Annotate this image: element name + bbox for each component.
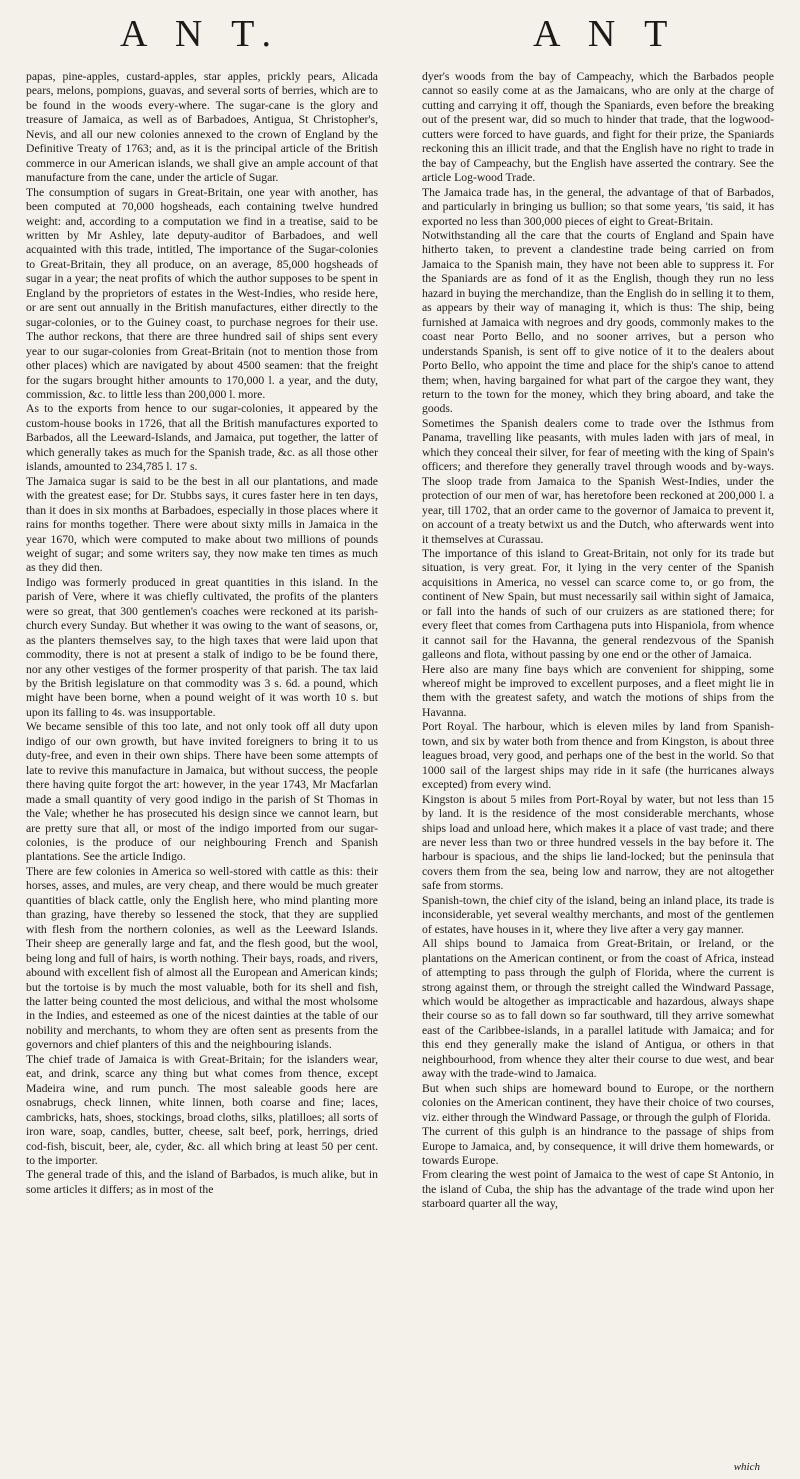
paragraph: The Jamaica sugar is said to be the best in all our plantations, and made with the greatest ease; for Dr. Stubbs says, it cures faster here in ten days, than it does in six months at Barbadoes, especially in those places where it rains for months together. There were about sixty mills in Jamaica in the year 1670, which were computed to make about two millions of pounds weight of sugar; and some writers say, they now make ten times as much as they did then. [26, 474, 378, 575]
paragraph: The importance of this island to Great-Britain, not only for its trade but situation, is very great. For, it lying in the very center of the Spanish acquisitions in America, no vessel can scarce come to, or go from, the continent of New Spain, but must necessarily sail within sight of Jamaica, or fall into the hands of such of our cruizers as are stationed there; for every fleet that comes from Carthagena puts into Hispaniola, from whence it cannot sail for the Havanna, the general rendezvous of the Spanish galleons and flota, without passing by one end or the other of Jamaica. [422, 546, 774, 662]
paragraph: But when such ships are homeward bound to Europe, or the northern colonies on the American continent, they have their choice of two courses, viz. either through the Windward Passage, or through the gulph of Florida. [422, 1081, 774, 1124]
right-column [422, 70, 774, 1212]
paragraph: All ships bound to Jamaica from Great-Britain, or Ireland, or the plantations on the American continent, or from the coast of Africa, instead of attempting to pass through the gulph of Florida, where the current is strong against them, or through the streight called the Windward Passage, which would be altogether as impracticable and hazardous, always shape their course so as to fall down so far southward, till they arrive somewhat east of the Caribbee-islands, in a parallel latitude with Jamaica; and for this end they generally make the island of Antigua, or others in that neighbourhood, from whence they alter their course to due west, and bear away with the trade-wind to Jamaica. [422, 937, 774, 1081]
paragraph: We became sensible of this too late, and not only took off all duty upon indigo of our own growth, but have invited foreigners to bring it to us duty-free, and even in their own ships. There have been some attempts of late to revive this manufacture in Jamaica, but without success, the people there having quite forgot the art: however, in the year 1743, Mr Macfarlan made a small quantity of very good indigo in the parish of St Thomas in the Vale; whether he has prosecuted his design since we cannot learn, but are pretty sure that all, or most of the indigo imported from our sugar-colonies, is the produce of our neighbouring French and Spanish plantations. See the article Indigo. [26, 720, 378, 864]
paragraph: The general trade of this, and the island of Barbados, is much alike, but in some articles it differs; as in most of the [26, 1168, 378, 1196]
catchword: which [733, 1461, 760, 1473]
paragraph: From clearing the west point of Jamaica to the west of cape St Antonio, in the island of Cuba, the ship has the advantage of the trade wind upon her starboard quarter all the way, [422, 1168, 774, 1211]
paragraph: The Jamaica trade has, in the general, the advantage of that of Barbados, and particularly in bringing us bullion; so that some years, 'tis said, it has exported no less than 300,000 pieces of eight to Great-Britain. [422, 185, 774, 228]
paragraph: Indigo was formerly produced in great quantities in this island. In the parish of Vere, where it was chiefly cultivated, the profits of the planters were so great, that 300 gentlemen's coaches were reckoned at its parish-church every Sunday. But whether it was owing to the want of seasons, or, as the planters themselves say, to the high taxes that were laid upon that commodity, there is not at present a stalk of indigo to be be found there, nor any other vestiges of the former prosperity of that parish. The tax laid by the British legislature on that commodity was 3 s. 6d. a pound, which might have been borne, when a pound weight of it was worth 10 s. but upon its falling to 4s. was insupportable. [26, 575, 378, 719]
paragraph: Port Royal. The harbour, which is eleven miles by land from Spanish-town, and six by water both from thence and from Kingston, is about three leagues broad, very good, and perhaps one of the best in the world. So that 1000 sail of the largest ships may ride in it safe (the hurricanes always excepted) from every wind. [422, 720, 774, 792]
paragraph: Here also are many fine bays which are convenient for shipping, some whereof might be improved to excellent purposes, and a fleet might lie in them with the greatest safety, and watch the motions of ships from the Havanna. [422, 662, 774, 719]
paragraph: There are few colonies in America so well-stored with cattle as this: their horses, asses, and mules, are very cheap, and there would be much greater quantities of black cattle, only the English here, who mind planting more than grazing, have thereby so lessened the stock, that they are supplied with flesh from the northern colonies, as well as the Leeward Islands. Their sheep are generally large and fat, and the flesh good, but the wool, being long and full of hairs, is worth nothing. Their bays, roads, and rivers, abound with excellent fish of almost all the European and American kinds; but the tortoise is by much the most valuable, both for its shell and fish, the latter being counted the most delicious, and withal the most wholsome in the Indies, and esteemed as one of the nicest dainties at the table of our nobility and merchants, to whom they are often sent as presents from the governors and chief planters of this and the neighbouring islands. [26, 864, 378, 1052]
paragraph: The chief trade of Jamaica is with Great-Britain; for the islanders wear, eat, and drink, scarce any thing but what comes from thence, except Madeira wine, and rum punch. The most saleable goods here are osnabrugs, check linnen, white linnen, both coarse and fine; laces, cambricks, hats, shoes, stockings, broad cloths, silks, platilloes; all sorts of iron ware, soap, candles, butter, cheese, salt beef, pork, herrings, dried cod-fish, biscuit, beer, ale, cyder, &c. all which bring at least 50 per cent. to the importer. [26, 1052, 378, 1167]
running-head-left: A N T. [120, 13, 281, 55]
running-header [0, 12, 800, 62]
left-column [26, 70, 378, 1197]
paragraph: dyer's woods from the bay of Campeachy, which the Barbados people cannot so easily come at as the Jamaicans, who are only at the charge of cutting and carrying it off, though the Spaniards, even before the breaking out of the present war, did so much to hinder that trade, that the logwood-cutters were forced to have guards, and fight for their prize, the Spaniards reckoning this an illicit trade, and that the English have no right to trade in the bay of Campeachy, but the English have asserted the contrary. See the article Log-wood Trade. [422, 70, 774, 185]
paragraph: papas, pine-apples, custard-apples, star apples, prickly pears, Alicada pears, melons, pompions, guavas, and several sorts of berries, which are to be found in the woods every-where. The sugar-cane is the glory and treasure of Jamaica, as well as of Barbadoes, Antigua, St Christopher's, Nevis, and all our new colonies annexed to the crown of England by the Definitive Treaty of 1763; and, as it is the principal article of the British commerce in our American islands, we shall give an ample account of that manufacture from the cane, under the article of Sugar. [26, 70, 378, 185]
paragraph: Spanish-town, the chief city of the island, being an inland place, its trade is inconsiderable, yet several wealthy merchants, and most of the gentlemen of estates, have houses in it, where they live after a very gay manner. [422, 893, 774, 936]
paragraph: The consumption of sugars in Great-Britain, one year with another, has been computed at 70,000 hogsheads, each containing twelve hundred weight: and, according to a computation we find in a treatise, said to be written by Mr Ashley, late deputy-auditor of Barbadoes, and well acquainted with this trade, intitled, The importance of the Sugar-colonies to Great-Britain, they all produce, on an average, 85,000 hogsheads of sugar in a year; the neat profits of which the author supposes to be spent in England by the proprietors of estates in the West-Indies, who reside here, or are sent out annually in the British manufactures, either directly to the sugar-colonies, or to the Guiney coast, to purchase negroes for their use. The author reckons, that there are three hundred sail of ships sent every year to our sugar-colonies from Great-Britain (not to mention those from other places) which are navigated by about 4500 seamen: that the freight for the sugars brought hither amounts to 170,000 l. a year, and the duty, commission, &c. to little less than 200,000 l. more. [26, 185, 378, 401]
paragraph: Sometimes the Spanish dealers come to trade over the Isthmus from Panama, travelling like peasants, with mules laden with jars of meal, in which they conceal their silver, for fear of meeting with the king of Spain's officers; and therefore they generally travel through woods and by-ways. The sloop trade from Jamaica to the Spanish West-Indies, under the protection of our men of war, has heretofore been reckoned at 200,000 l. a year, till 1702, that an order came to the governor of Jamaica to prevent it, on account of a treaty betwixt us and the Dutch, who afterwards went into it themselves at Curassau. [422, 416, 774, 546]
paragraph: Kingston is about 5 miles from Port-Royal by water, but not less than 15 by land. It is the residence of the most considerable merchants, whose ships load and unload here, which makes it a place of vast trade; and there are never less than two or three hundred vessels in the bay before it. The harbour is spacious, and the ships lie land-locked; but the peninsula that covers them from the sea, being low and narrow, they are not altogether safe from storms. [422, 792, 774, 893]
paragraph: Notwithstanding all the care that the courts of England and Spain have hitherto taken, to prevent a clandestine trade being carried on from Jamaica to the Spanish main, they have not been able to suppress it. For the Spaniards are as fond of it as the English, though they run no less hazard in buying the merchandize, than the English do in selling it to them, as appears by their way of managing it, which is thus: The ship, being furnished at Jamaica with negroes and dry goods, commonly makes to the coast near Porto Bello, and no sooner arrives, but a person who understands Spanish, is sent off to give notice of it to the dealers about Porto Bello, who appoint the time and place for the ship's canoe to attend them; when, having bargained for what part of the cargoe they want, they return to the town for the money, which they bring aboard, and take the goods. [422, 228, 774, 416]
paragraph: As to the exports from hence to our sugar-colonies, it appeared by the custom-house books in 1726, that all the British manufactures exported to Barbados, all the Leeward-Islands, and Jamaica, put together, the latter of which generally takes as much for the Spanish trade, &c. as all those other islands, amounted to 234,785 l. 17 s. [26, 402, 378, 474]
running-head-right: A N T [533, 13, 678, 55]
paragraph: The current of this gulph is an hindrance to the passage of ships from Europe to Jamaica, and, by consequence, it will drive them homewards, or towards Europe. [422, 1125, 774, 1167]
